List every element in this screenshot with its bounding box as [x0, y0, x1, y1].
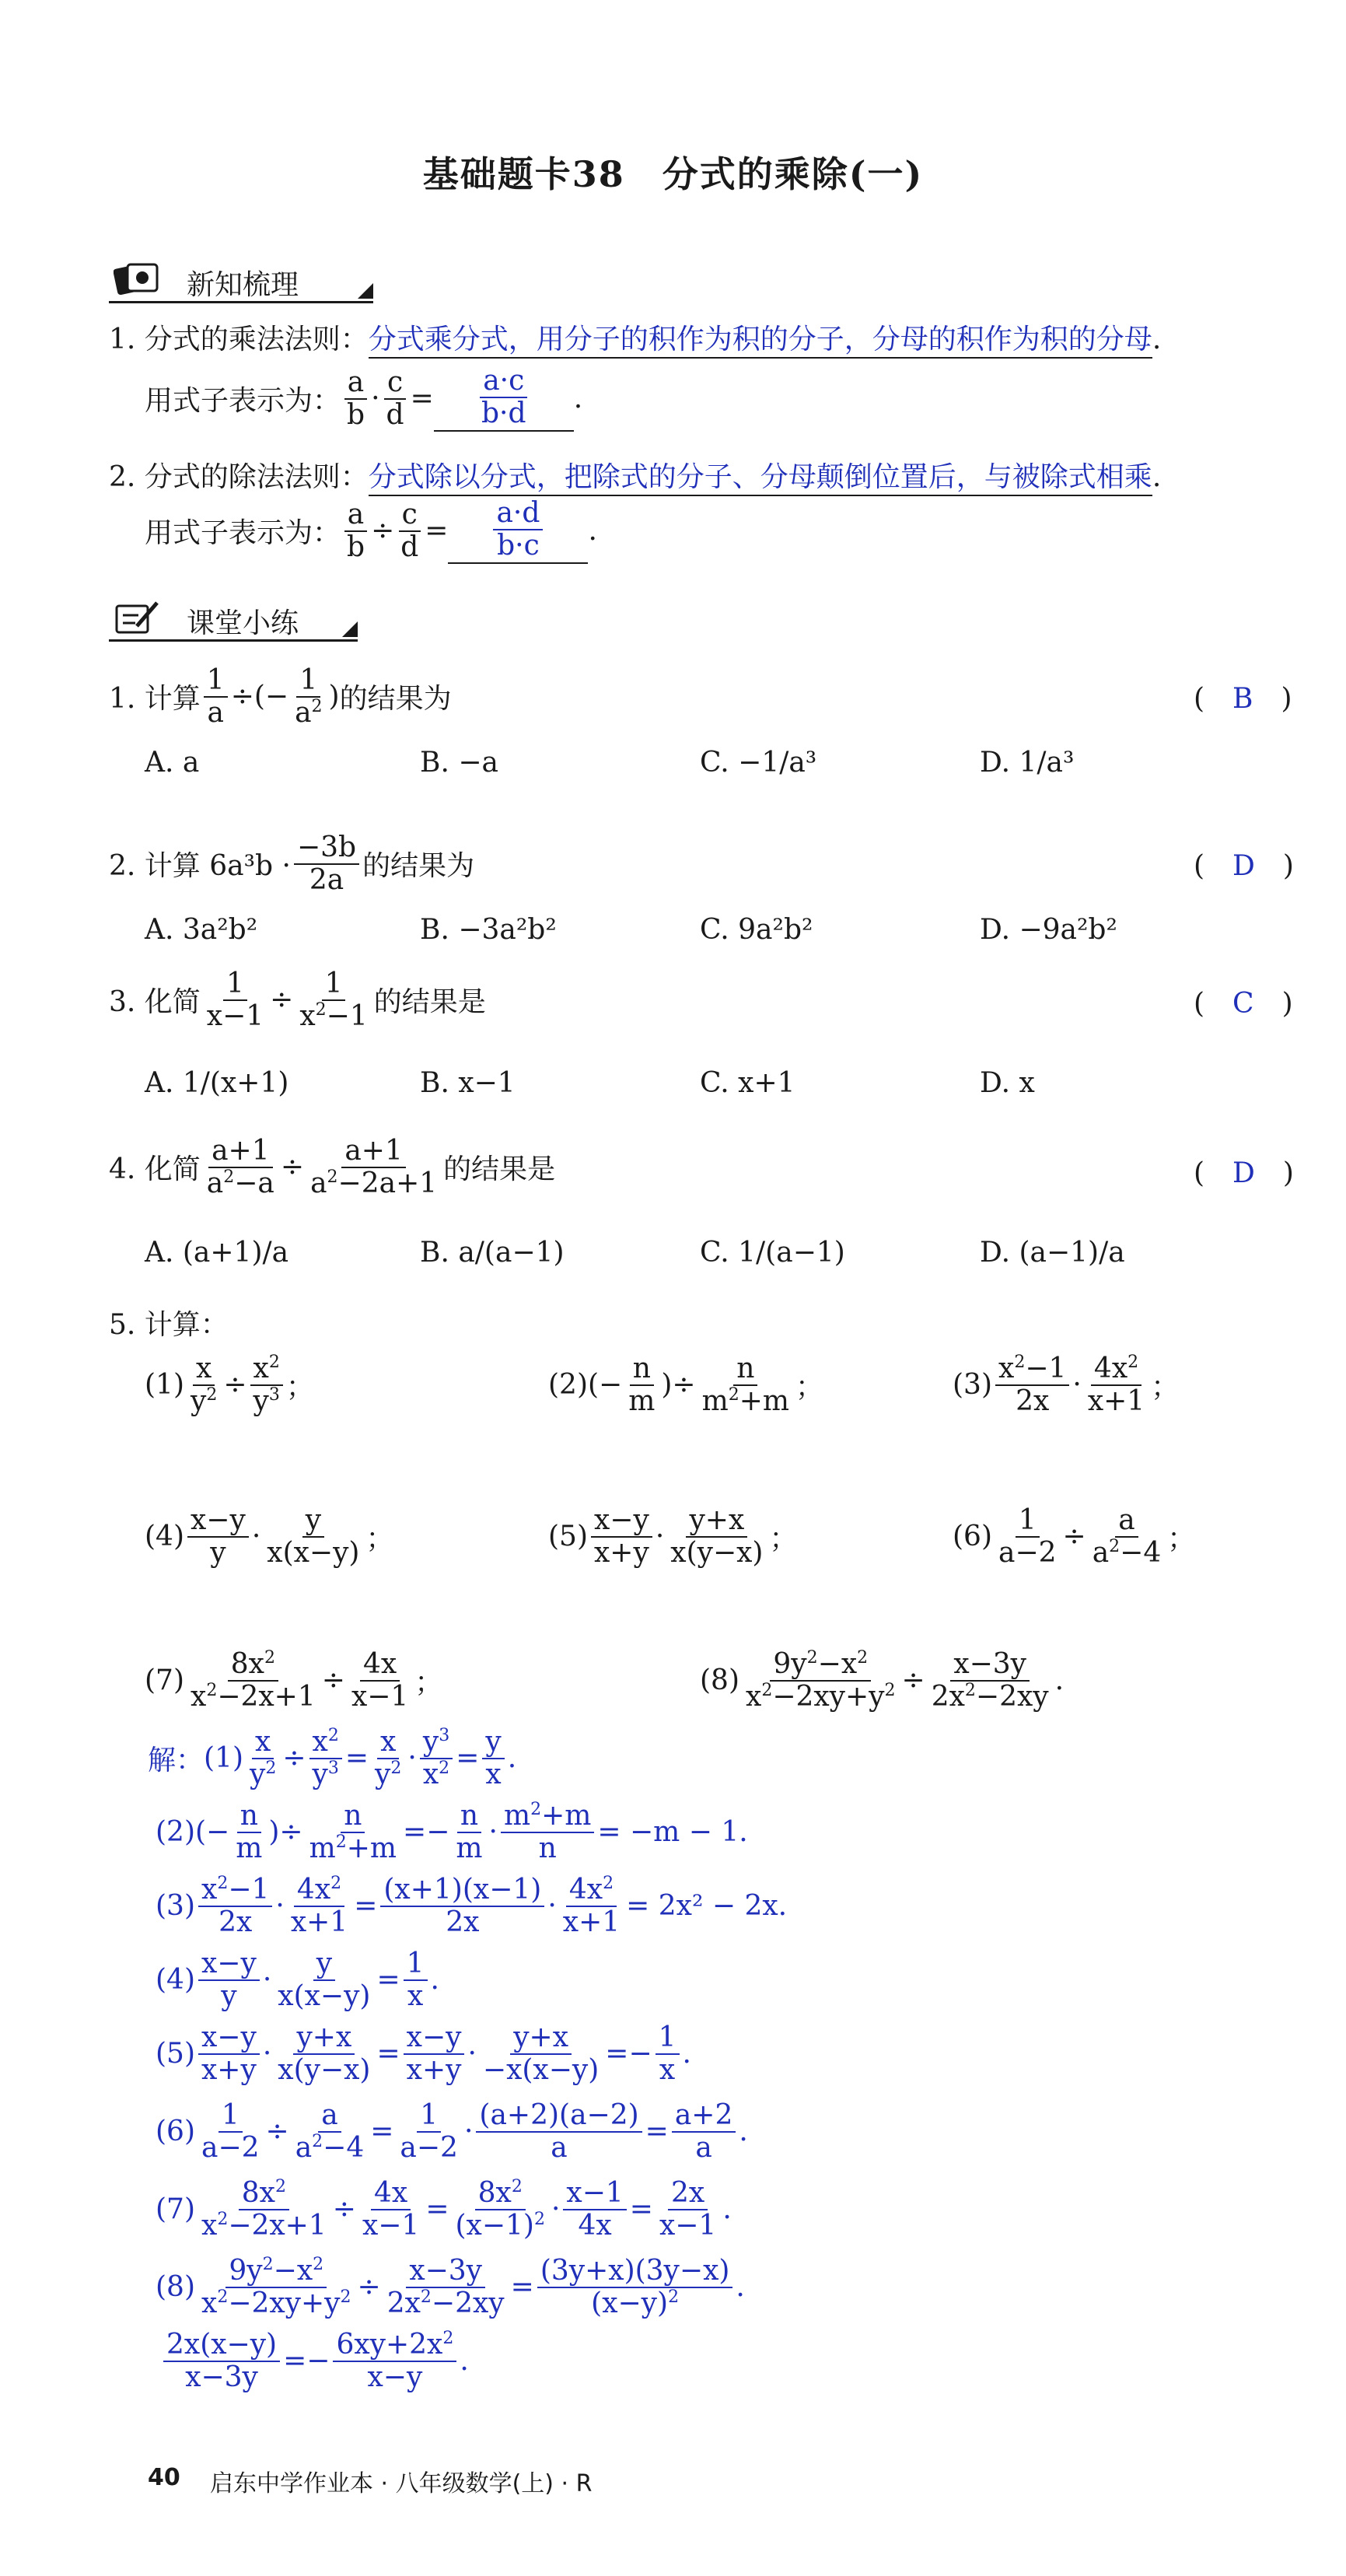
option-3d: D. x — [980, 1067, 1035, 1099]
section-header-practice — [109, 595, 358, 642]
solution-7: (7) $\frac{8x^2}{x^2-2x+1}$ ÷ $\frac{4x}{x-1}$ = $\frac{8x^2}{(x-1)^2}$ · $\frac{x-1}{4x}$ = $\frac{2x}{x-1}$ . — [156, 2177, 732, 2242]
rule-2: 2. 分式的除法法则：分式除以分式，把除式的分子、分母颠倒位置后，与被除式相乘. — [109, 455, 1161, 495]
solution-8: (8) $\frac{9y^2-x^2}{x^2-2xy+y^2}$ ÷ $\frac{x-3y}{2x^2-2xy}$ = $\frac{(3y+x)(3y-x)}{(x-y)^2}$ . — [156, 2255, 745, 2319]
q5-item-2: (2) (− $\frac{n}{m}$ )÷ $\frac{n}{m^2+m}$ ； — [548, 1353, 824, 1417]
rule-prefix: 1. 分式的乘法法则： — [109, 324, 369, 355]
q5-item-6: (6) $\frac{1}{a-2}$ ÷ $\frac{a}{a^2-4}$ ； — [953, 1504, 1196, 1569]
formula-answer: $\frac{a\cdot d}{b\cdot c}$ — [493, 498, 543, 561]
rule-2-formula: 用式子表示为： $\frac{a}{b}$ ÷ $\frac{c}{d}$ = $\frac{a\cdot d}{b\cdot c}$ . — [145, 497, 597, 563]
option-2c: C. 9a²b² — [700, 914, 813, 946]
card-icon — [114, 261, 160, 297]
solution-1: 解： (1) $\frac{x}{y^2}$ ÷ $\frac{x^2}{y^3}$ = $\frac{x}{y^2}$ · $\frac{y^3}{x^2}$ = $\frac{y}{x}$ . — [148, 1726, 517, 1790]
q5-item-8: (8) $\frac{9y^2-x^2}{x^2-2xy+y^2}$ ÷ $\frac{x-3y}{2x^2-2xy}$ . — [700, 1648, 1065, 1713]
answer-1: B — [1232, 683, 1253, 715]
answer-box-1: ( B ) — [1194, 683, 1292, 715]
option-2a: A. 3a²b² — [145, 914, 258, 946]
answer-3: C — [1232, 988, 1254, 1020]
book-title: 启东中学作业本 · 八年级数学(上) · R — [210, 2470, 593, 2497]
option-4b: B. a/(a−1) — [420, 1237, 565, 1269]
q5-item-1: (1) $\frac{x}{y^2}$ ÷ $\frac{x^2}{y^3}$ ； — [145, 1353, 314, 1417]
section-header-new-knowledge — [109, 257, 373, 303]
option-2b: B. −3a²b² — [420, 914, 557, 946]
solution-2: (2) (− $\frac{n}{m}$ )÷ $\frac{n}{m^2+m}$ =− $\frac{n}{m}$ · $\frac{m^2+m}{n}$ = −m − 1. — [156, 1800, 748, 1864]
option-1b: B. −a — [420, 747, 498, 779]
rule-1-formula: 用式子表示为： $\frac{a}{b}$ · $\frac{c}{d}$ = $\frac{a\cdot c}{b\cdot d}$ . — [145, 365, 583, 431]
question-3: 3. 化简 $\frac{1}{x-1}$ ÷ $\frac{1}{x^2-1}$ 的结果是 — [109, 968, 486, 1032]
answer-box-2: ( D ) — [1194, 850, 1294, 882]
q5-item-5: (5) $\frac{x-y}{x+y}$ · $\frac{y+x}{x(y-x)}$ ； — [548, 1504, 798, 1569]
answer-4: D — [1232, 1157, 1255, 1189]
pencil-icon — [114, 600, 160, 635]
question-2: 2. 计算 6a³b · $\frac{-3b}{2a}$ 的结果为 — [109, 831, 475, 896]
rule-1: 1. 分式的乘法法则：分式乘分式，用分子的积作为积的分子，分母的积作为积的分母. — [109, 317, 1161, 357]
q5-item-3: (3) $\frac{x^2-1}{2x}$ · $\frac{4x^2}{x+1}$ ； — [953, 1353, 1180, 1417]
section-label: 新知梳理 — [187, 269, 299, 301]
option-2d: D. −9a²b² — [980, 914, 1117, 946]
option-4d: D. (a−1)/a — [980, 1237, 1125, 1269]
option-1c: C. −1/a³ — [700, 747, 817, 779]
page-title: 基础题卡38 分式的乘除(一) — [422, 153, 924, 195]
question-5: 5. 计算： — [109, 1309, 229, 1341]
solution-3: (3) $\frac{x^2-1}{2x}$ · $\frac{4x^2}{x+1}$ = $\frac{(x+1)(x-1)}{2x}$ · $\frac{4x^2}{x+1}$ = 2x² − 2x. — [156, 1874, 788, 1938]
option-3b: B. x−1 — [420, 1067, 516, 1099]
q5-item-7: (7) $\frac{8x^2}{x^2-2x+1}$ ÷ $\frac{4x}{x-1}$ ； — [145, 1648, 443, 1713]
q5-item-4: (4) $\frac{x-y}{y}$ · $\frac{y}{x(x-y)}$ ； — [145, 1504, 394, 1569]
option-3a: A. 1/(x+1) — [145, 1067, 289, 1099]
solution-8-continued: $\frac{2x(x-y)}{x-3y}$ =− $\frac{6xy+2x^2}{x-y}$ . — [160, 2329, 469, 2392]
solution-4: (4) $\frac{x-y}{y}$ · $\frac{y}{x(x-y)}$ = $\frac{1}{x}$ . — [156, 1948, 439, 2012]
option-4a: A. (a+1)/a — [145, 1237, 289, 1269]
option-3c: C. x+1 — [700, 1067, 795, 1099]
option-4c: C. 1/(a−1) — [700, 1237, 845, 1269]
answer-2: D — [1232, 850, 1255, 882]
question-4: 4. 化简 $\frac{a+1}{a^2-a}$ ÷ $\frac{a+1}{a^2-2a+1}$ 的结果是 — [109, 1135, 556, 1199]
option-1d: D. 1/a³ — [980, 747, 1075, 779]
answer-box-3: ( C ) — [1194, 988, 1293, 1020]
option-1a: A. a — [145, 747, 200, 779]
formula-answer: $\frac{a\cdot c}{b\cdot d}$ — [481, 365, 526, 429]
section-label: 课堂小练 — [187, 607, 299, 639]
question-1: 1. 计算 $\frac{1}{a}$ ÷(− $\frac{1}{a^2}$ ) 的结果为 — [109, 664, 452, 729]
solution-5: (5) $\frac{x-y}{x+y}$ · $\frac{y+x}{x(y-x)}$ = $\frac{x-y}{x+y}$ · $\frac{y+x}{-x(x-y)}$ =− $\frac{1}{x}$ . — [156, 2021, 691, 2086]
solution-6: (6) $\frac{1}{a-2}$ ÷ $\frac{a}{a^2-4}$ = $\frac{1}{a-2}$ · $\frac{(a+2)(a-2)}{a}$ = $\frac{a+2}{a}$ . — [156, 2099, 748, 2164]
page-number: 40 — [148, 2464, 180, 2491]
answer-box-4: ( D ) — [1194, 1157, 1294, 1189]
rule-answer: 分式除以分式，把除式的分子、分母颠倒位置后，与被除式相乘 — [369, 461, 1152, 496]
rule-answer: 分式乘分式，用分子的积作为积的分子，分母的积作为积的分母 — [369, 324, 1152, 359]
